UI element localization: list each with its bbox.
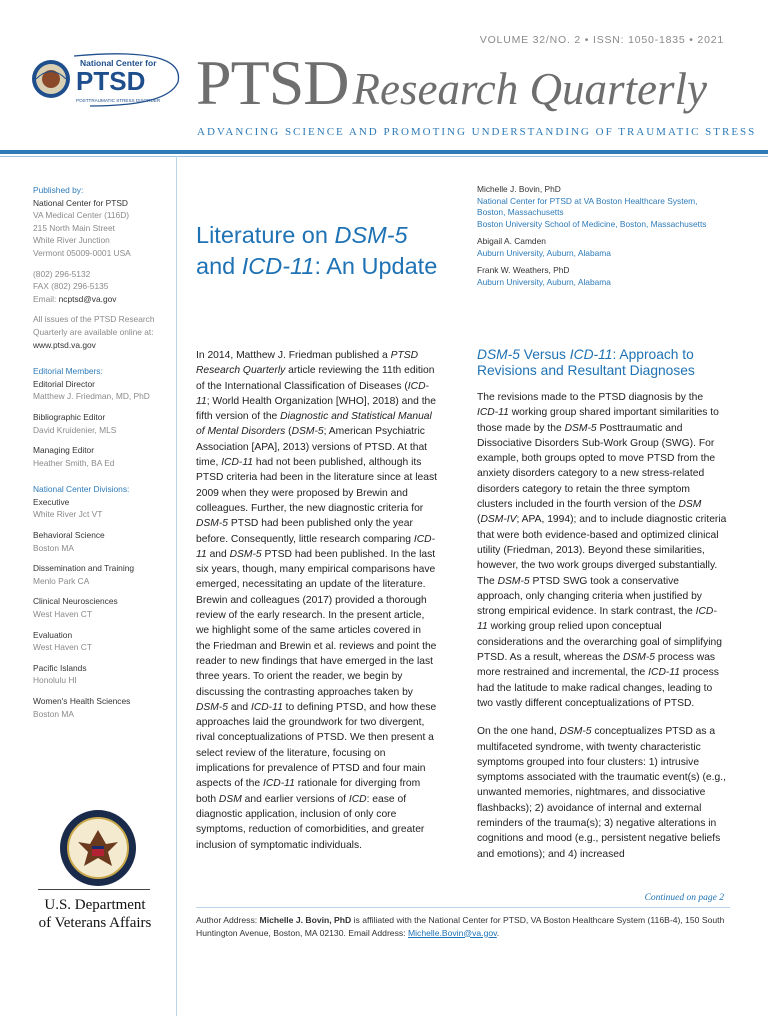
logo-sub-text: POSTTRAUMATIC STRESS DISORDER bbox=[76, 98, 161, 103]
ptsd-center-logo bbox=[30, 48, 190, 110]
division-name: Executive bbox=[33, 496, 70, 507]
author-affiliation: Auburn University, Auburn, Alabama bbox=[477, 247, 611, 258]
editorial-name: Heather Smith, BA Ed bbox=[33, 457, 115, 468]
header-rule-thin bbox=[0, 156, 768, 157]
va-wordmark: U.S. Department of Veterans Affairs bbox=[38, 897, 152, 931]
body-column-left bbox=[196, 348, 438, 853]
masthead-ptsd: PTSD bbox=[196, 47, 349, 118]
author-name: Abigail A. Camden bbox=[477, 236, 546, 246]
sidebar bbox=[33, 184, 173, 720]
body-paragraph: The revisions made to the PTSD diagnosis by the ICD-11 working group shared important similarities to those made by the DSM-5 Posttraumatic and Dissociative Disorders Sub-Work Group (SWG). For example, both groups opted to move PTSD from the anxiety disorders category to a new stress-related disorders category to retain the three symptom clusters included in the fourth version of the DSM (DSM-IV; APA, 1994); and to include diagnostic criteria that were both evidence-based and optimized clinical utility (Friedman, 2013). Beyond these similarities, however, the two work groups diverged substantially. The DSM-5 PTSD SWG took a conservative approach, only changing criteria when justified by strong empirical evidence. In stark contrast, the ICD-11 working group relied upon conceptual considerations and the overarching goal of simplifying PTSD. As a result, whereas the DSM-5 process was more restrained and incremental, the ICD-11 process had the latitude to make radical changes, leading to two vastly different conceptualizations of PTSD. bbox=[477, 392, 727, 709]
author-affiliation: Boston, Massachusetts bbox=[477, 207, 564, 217]
fax: FAX (802) 296-5135 bbox=[33, 281, 109, 292]
editorial-heading: Editorial Members: bbox=[33, 366, 103, 377]
publisher-line: 215 North Main Street bbox=[33, 222, 115, 233]
header-rule bbox=[0, 150, 768, 154]
masthead-research-quarterly: Research Quarterly bbox=[352, 64, 707, 114]
author-name: Michelle J. Bovin, PhD bbox=[477, 184, 561, 194]
tagline: ADVANCING SCIENCE AND PROMOTING UNDERSTANDING OF TRAUMATIC STRESS bbox=[197, 126, 757, 138]
phone: (802) 296-5132 bbox=[33, 268, 91, 279]
publisher-line: National Center for PTSD bbox=[33, 197, 128, 208]
publisher-line: Vermont 05009-0001 USA bbox=[33, 247, 131, 258]
division-place: Menlo Park CA bbox=[33, 575, 90, 586]
divisions-heading: National Center Divisions: bbox=[33, 484, 130, 495]
division-place: West Haven CT bbox=[33, 609, 92, 620]
author-affiliation: Auburn University, Auburn, Alabama bbox=[477, 276, 611, 287]
division-place: Boston MA bbox=[33, 708, 74, 719]
division-name: Women's Health Sciences bbox=[33, 696, 131, 706]
author-address: Author Address: Michelle J. Bovin, PhD is affiliated with the National Center for PTSD, VA Boston Healthcare System (116B-4), 150 South Huntington Avenue, Boston, MA 02130. Email Address: Michelle.Bovin@va.gov. bbox=[196, 915, 725, 938]
division-name: Pacific Islands bbox=[33, 662, 87, 673]
email-line: Email: ncptsd@va.gov bbox=[33, 293, 117, 304]
publisher-line: White River Junction bbox=[33, 235, 110, 246]
published-by-heading: Published by: bbox=[33, 185, 84, 195]
editorial-name: David Kruidenier, MLS bbox=[33, 424, 117, 435]
dept-rule bbox=[38, 889, 150, 890]
masthead bbox=[196, 46, 707, 120]
sidebar-divider bbox=[176, 156, 177, 1016]
address-email-link[interactable]: Michelle.Bovin@va.gov bbox=[407, 927, 497, 938]
author-name: Frank W. Weathers, PhD bbox=[477, 265, 570, 275]
editorial-role: Editorial Director bbox=[33, 378, 95, 389]
online-note: All issues of the PTSD Research bbox=[33, 314, 155, 325]
website-link[interactable]: www.ptsd.va.gov bbox=[33, 339, 96, 350]
division-place: White River Jct VT bbox=[33, 509, 103, 520]
editorial-role: Bibliographic Editor bbox=[33, 411, 106, 422]
author-affiliation: National Center for PTSD at VA Boston Healthcare System, bbox=[477, 195, 698, 206]
article-title: Literature on DSM-5 and ICD-11: An Update bbox=[196, 222, 438, 279]
section-heading: DSM-5 Versus ICD-11: Approach to Revisions and Resultant Diagnoses bbox=[477, 347, 695, 378]
division-name: Clinical Neurosciences bbox=[33, 596, 118, 607]
division-name: Dissemination and Training bbox=[33, 563, 135, 574]
division-name: Behavioral Science bbox=[33, 530, 105, 541]
editorial-role: Managing Editor bbox=[33, 445, 94, 456]
va-seal-icon bbox=[58, 808, 138, 888]
body-paragraph: In 2014, Matthew J. Friedman published a PTSD Research Quarterly article reviewing the 11th edition of the International Classification of Diseases (ICD-11; World Health Organization [WHO], 2018) and the fifth version of the Diagnostic and Statistical Manual of Mental Disorders (DSM-5; American Psychiatric Association [APA], 2013) versions of PTSD. At that time, ICD-11 had not been published, although its PTSD criteria had been in the literature since at least 2009 when they were proposed by Brewin and colleagues. Further, the new diagnostic criteria for DSM-5 PTSD had been published only the year before. Consequently, little research comparing ICD-11 and DSM-5 PTSD had been published. In the last six years, though, many empirical comparisons have emerged, necessitating an update of the literature. Brewin and colleagues (2017) provided a thorough review of the early research. In the present article, we highlight some of the same articles covered in the Friedman and Brewin et al. reviews and point the reader to new findings that have emerged in the last three years. To orient the reader, we begin by discussing the contrasting approaches taken by DSM-5 and ICD-11 to defining PTSD, and how these approaches laid the groundwork for two divergent, rival conceptualizations of PTSD. We then present a select review of the literature, focusing on implications for prevalence of PTSD and four main aspects of the ICD-11 rationale for diverging from both DSM and earlier versions of ICD: ease of diagnostic application, inclusion of only core symptoms, reduction of comorbidities, and greater inclusion of symptomatic individuals. bbox=[196, 350, 437, 851]
division-name: Evaluation bbox=[33, 629, 73, 640]
online-note: Quarterly are available online at: bbox=[33, 326, 154, 337]
author-list bbox=[477, 184, 747, 294]
footer-rule bbox=[196, 907, 730, 908]
division-place: Boston MA bbox=[33, 542, 74, 553]
volume-issue-line: VOLUME 32/NO. 2 • ISSN: 1050-1835 • 2021 bbox=[479, 34, 724, 46]
division-place: Honolulu HI bbox=[33, 675, 77, 686]
editorial-name: Matthew J. Friedman, MD, PhD bbox=[33, 391, 150, 402]
publisher-line: VA Medical Center (116D) bbox=[33, 210, 130, 221]
continued-note[interactable]: Continued on page 2 bbox=[644, 893, 724, 903]
email-link[interactable]: ncptsd@va.gov bbox=[58, 293, 117, 304]
body-column-right bbox=[477, 390, 727, 862]
logo-main-text: PTSD bbox=[76, 66, 146, 96]
division-place: West Haven CT bbox=[33, 642, 92, 653]
author-affiliation: Boston University School of Medicine, Boston, Massachusetts bbox=[477, 218, 707, 229]
body-paragraph: On the one hand, DSM-5 conceptualizes PTSD as a multifaceted syndrome, with twenty characteristic symptoms grouped into four clusters: 1) intrusive symptoms associated with the traumatic event(s) (e.g., unwanted memories, nightmares, and dissociative flashbacks); 2) avoidance of internal and external reminders of the trauma(s); 3) negative alterations in cognitions and mood (e.g., persistent negative beliefs and emotions); and 4) increased bbox=[477, 726, 726, 860]
logo-top-text: National Center for bbox=[80, 58, 157, 68]
